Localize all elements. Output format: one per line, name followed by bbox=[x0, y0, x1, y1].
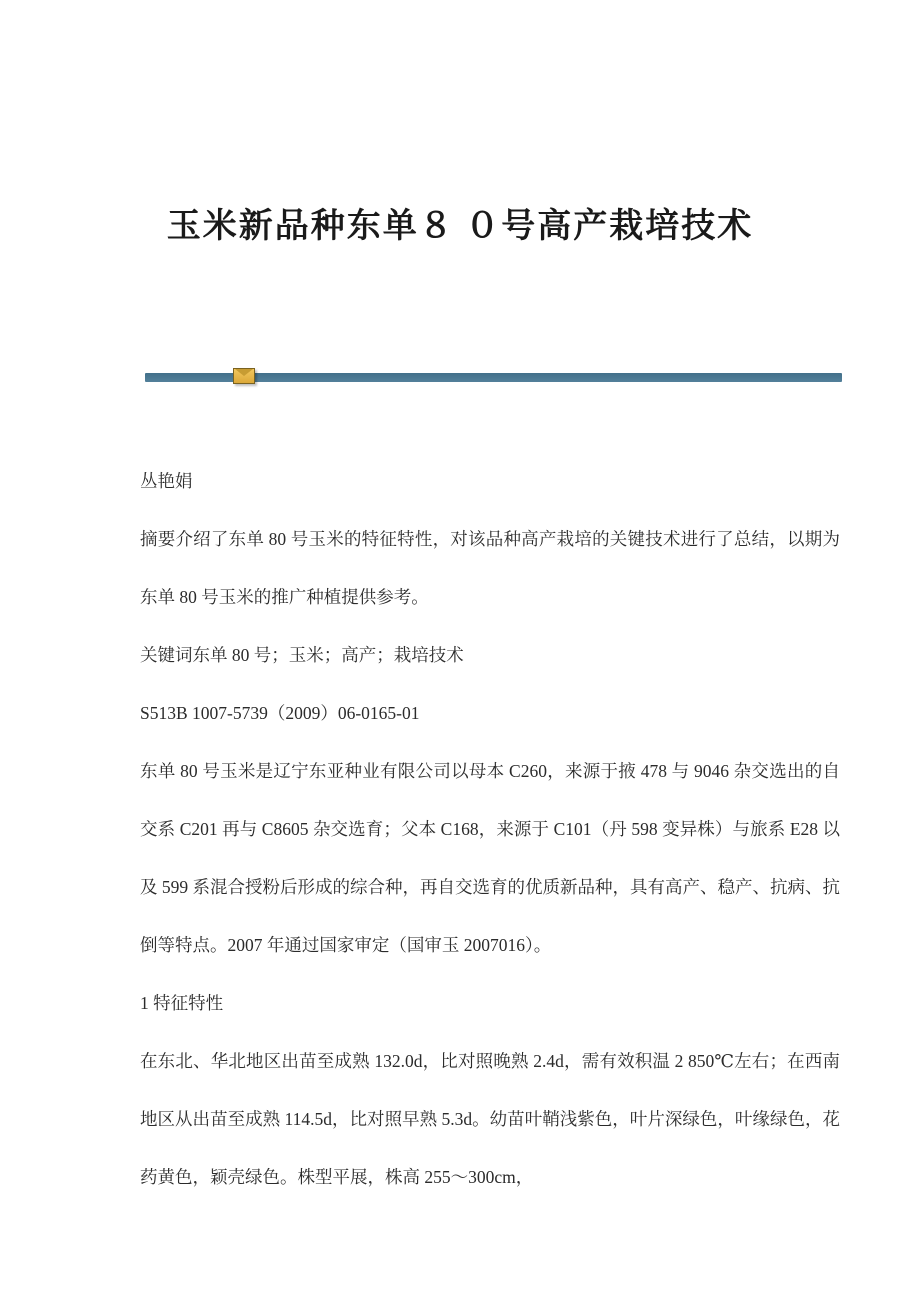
abstract-paragraph: 摘要介绍了东单 80 号玉米的特征特性，对该品种高产栽培的关键技术进行了总结，以期为东单 80 号玉米的推广种植提供参考。 bbox=[140, 529, 840, 607]
document-title: 玉米新品种东单８ ０号高产栽培技术 bbox=[166, 208, 754, 245]
envelope-icon bbox=[233, 368, 255, 384]
author-name: 丛艳娟 bbox=[140, 471, 193, 491]
intro-paragraph: 东单 80 号玉米是辽宁东亚种业有限公司以母本 C260，来源于掖 478 与 9046 杂交选出的自交系 C201 再与 C8605 杂交选育；父本 C168，来源于 C101（丹 598 变异株）与旅系 E28 以及 599 系混合授粉后形成的综合种，再自交选育的优质新品种，具有高产、稳产、抗病、抗倒等特点。2007 年通过国家审定（国审玉 2007016）。 bbox=[140, 761, 840, 955]
section-divider bbox=[145, 373, 842, 382]
envelope-flap-icon bbox=[235, 369, 253, 376]
traits-paragraph: 在东北、华北地区出苗至成熟 132.0d，比对照晚熟 2.4d，需有效积温 2 850℃左右；在西南地区从出苗至成熟 114.5d，比对照早熟 5.3d。幼苗叶鞘浅紫色，叶片深绿色，叶缘绿色，花药黄色，颖壳绿色。株型平展，株高 255～300cm， bbox=[140, 1051, 840, 1187]
keywords-paragraph: 关键词东单 80 号；玉米；高产；栽培技术 bbox=[140, 645, 464, 665]
section-heading-1: 1 特征特性 bbox=[140, 993, 224, 1013]
classification-code-line: S513B 1007-5739（2009）06-0165-01 bbox=[140, 703, 420, 723]
document-body bbox=[140, 452, 840, 1206]
